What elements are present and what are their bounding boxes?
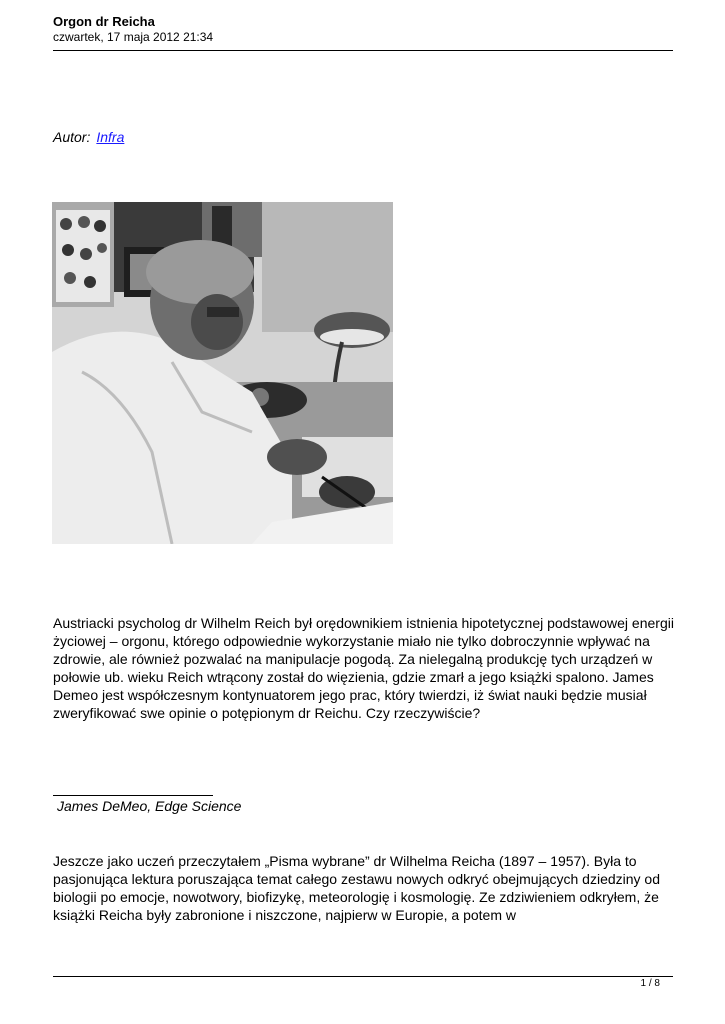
header-divider: [53, 50, 673, 51]
document-header: [53, 14, 673, 45]
author-line: [53, 128, 124, 146]
footer-divider: [53, 976, 673, 977]
intro-paragraph: Austriacki psycholog dr Wilhelm Reich był orędownikiem istnienia hipotetycznej podstawowej energii życiowej – orgonu, którego odpowiednie wykorzystanie miało nie tylko dobroczynnie wpływać na zdrowie, ale również pozwalać na manipulacje pogodą. Za nielegalną produkcję tych urządzeń w połowie ub. wieku Reich wtrącony został do więzienia, gdzie zmarł a jego książki spalono. James Demeo jest współczesnym kontynuatorem jego prac, który twierdzi, iż świat nauki będzie musiał zweryfikować swe opinie o potępionym dr Reichu. Czy rzeczywiście?: [53, 615, 674, 721]
source-divider: [53, 795, 213, 796]
body-paragraph: Jeszcze jako uczeń przeczytałem „Pisma wybrane” dr Wilhelma Reicha (1897 – 1957). Była to pasjonująca lektura poruszająca temat całego zestawu nowych odkryć obejmujących dziedziny od biologii po emocje, nowotwory, biofizykę, meteorologię i kosmologię. Ze zdziwieniem odkryłem, że książki Reicha były zabronione i niszczone, najpierw w Europie, a potem w: [53, 853, 660, 923]
photo-illustration: [52, 202, 393, 544]
reich-photo: [52, 202, 393, 544]
author-label: Autor:: [53, 129, 91, 145]
document-title: Orgon dr Reicha: [53, 14, 155, 29]
source-line: James DeMeo, Edge Science: [57, 798, 242, 814]
author-link[interactable]: Infra: [96, 129, 125, 145]
page-number: 1 / 8: [640, 978, 660, 989]
document-date: czwartek, 17 maja 2012 21:34: [53, 30, 214, 44]
